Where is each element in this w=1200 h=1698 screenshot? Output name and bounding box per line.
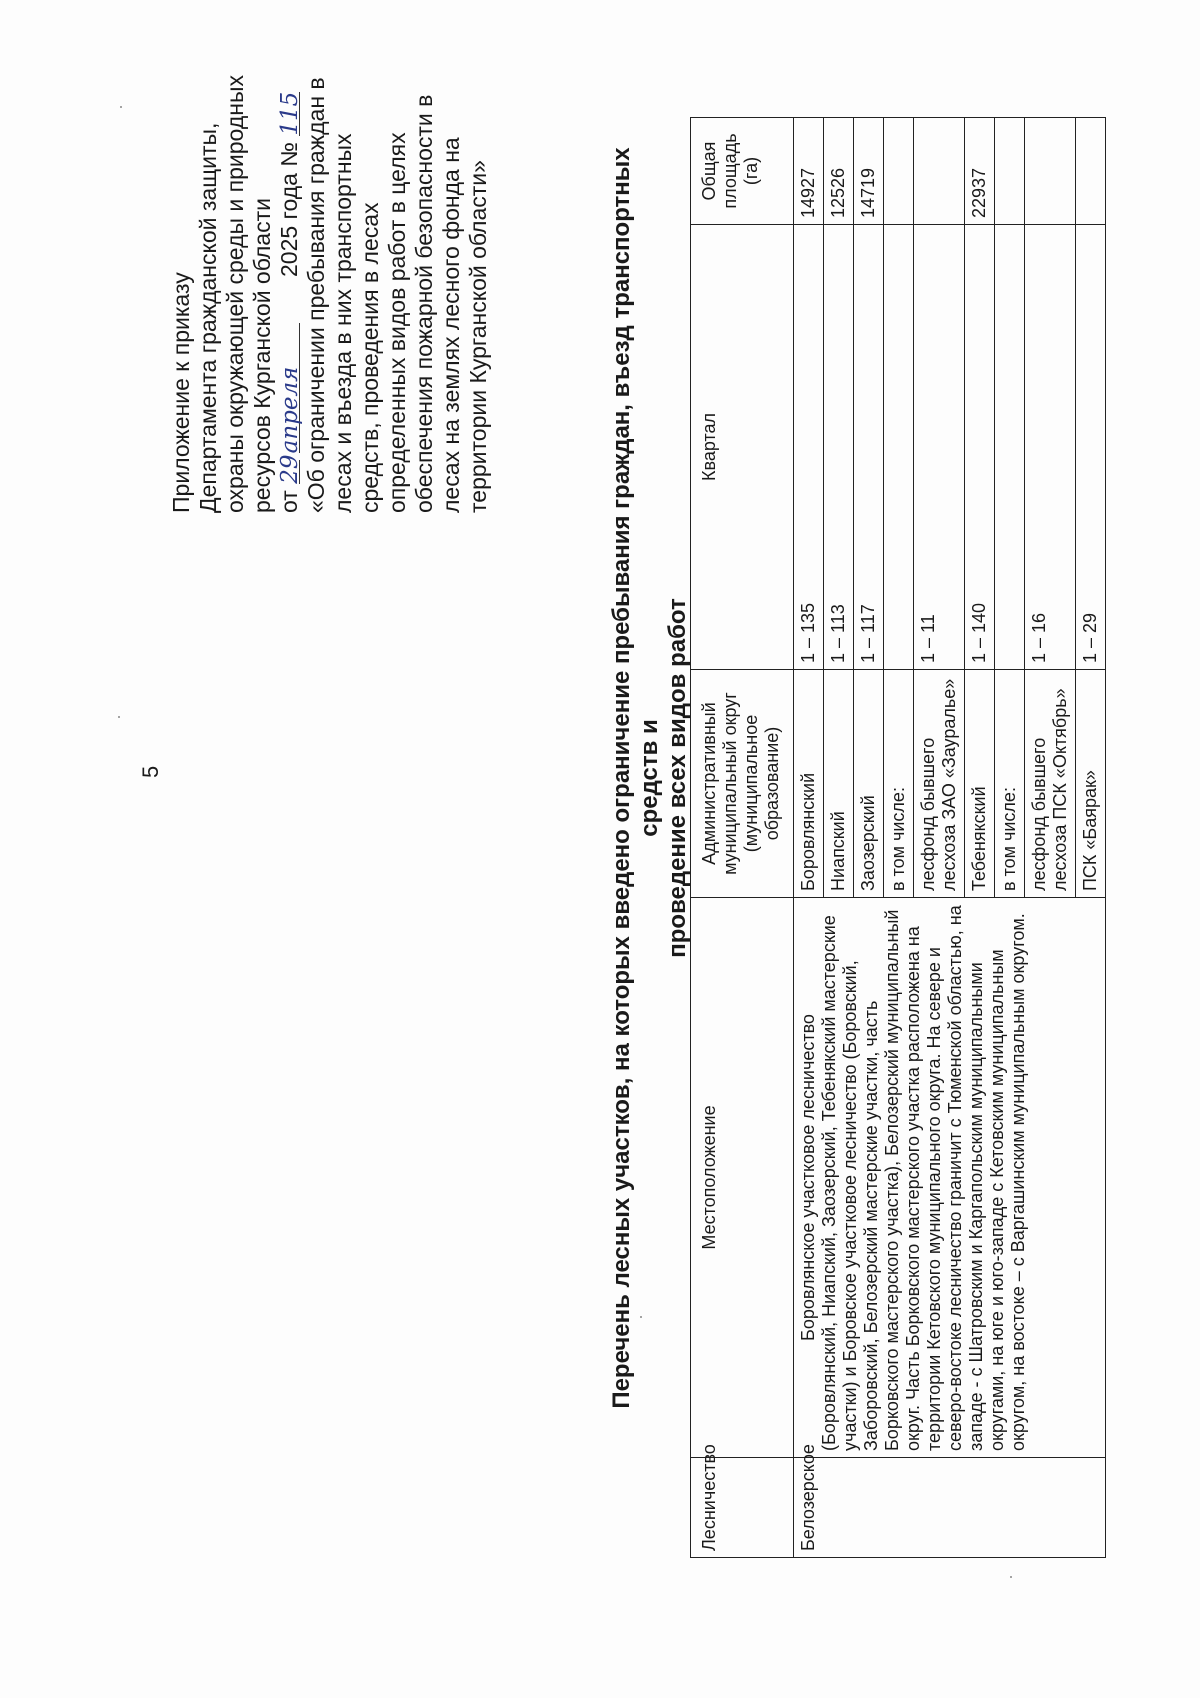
area-cell: [914, 118, 965, 225]
order-title-line: лесах и въезда в них транспортных: [330, 133, 356, 513]
appendix-line: охраны окружающей среды и природных: [222, 75, 248, 513]
order-date-line: [276, 0, 303, 513]
order-title-line: «Об ограничении пребывания граждан в: [303, 77, 329, 513]
quarter-cell: 1 – 11: [914, 225, 965, 670]
header-forestry: Лесничество: [691, 1458, 794, 1558]
document-title-line: Перечень лесных участков, на которых введено ограничение пребывания граждан, въезд транспортных средств и: [608, 147, 663, 1409]
area-cell: 14719: [854, 118, 884, 225]
area-cell: [884, 118, 914, 225]
date-month-handwritten: апреля: [277, 323, 300, 453]
appendix-line: Приложение к приказу: [168, 272, 194, 513]
location-title: Боровлянское участковое лесничество: [798, 1014, 818, 1341]
quarter-cell: [884, 225, 914, 670]
district-cell: лесфонд бывшего лесхоза ПСК «Октябрь»: [1025, 670, 1076, 898]
district-cell: в том числе:: [995, 670, 1025, 898]
area-cell: 14927: [794, 118, 824, 225]
forestry-cell: Белозерское: [794, 1458, 1106, 1558]
district-cell: Заозерский: [854, 670, 884, 898]
order-title-line: средств, проведения в лесах: [357, 202, 383, 513]
appendix-line: ресурсов Курганской области: [249, 198, 275, 513]
quarter-cell: 1 – 140: [965, 225, 995, 670]
district-cell: Боровлянский: [794, 670, 824, 898]
district-cell: Тебенякский: [965, 670, 995, 898]
order-title-line: определенных видов работ в целях: [384, 132, 410, 513]
quarter-cell: 1 – 16: [1025, 225, 1076, 670]
order-title-line: обеспечения пожарной безопасности в: [411, 94, 437, 513]
district-cell: лесфонд бывшего лесхоза ЗАО «Зауралье»: [914, 670, 965, 898]
header-quarter: Квартал: [691, 225, 794, 670]
appendix-header: [168, 0, 492, 513]
header-area: Общая площадь (га): [691, 118, 794, 225]
quarter-cell: 1 – 113: [824, 225, 854, 670]
table-header-row: [691, 118, 794, 1558]
date-year-text: 2025 года №: [276, 141, 302, 277]
document-title-line: проведение всех видов работ: [664, 598, 691, 958]
quarter-cell: 1 – 29: [1076, 225, 1106, 670]
area-cell: 22937: [965, 118, 995, 225]
area-cell: 12526: [824, 118, 854, 225]
quarter-cell: 1 – 117: [854, 225, 884, 670]
quarter-cell: 1 – 135: [794, 225, 824, 670]
order-number-handwritten: 115: [277, 91, 303, 136]
scan-speck: [118, 716, 120, 718]
order-title-line: лесах на землях лесного фонда на: [438, 137, 464, 513]
district-cell: в том числе:: [884, 670, 914, 898]
district-cell: Ниапский: [824, 670, 854, 898]
location-cell: [794, 898, 1106, 1458]
date-day-handwritten: 29: [277, 454, 303, 484]
header-location: Местоположение: [691, 898, 794, 1458]
scan-speck: [640, 1316, 642, 1318]
forest-areas-table: [690, 117, 1106, 1558]
appendix-line: Департамента гражданской защиты,: [195, 122, 221, 513]
page-number: 5: [138, 765, 163, 778]
area-cell: [1025, 118, 1076, 225]
area-cell: [1076, 118, 1106, 225]
table-row: [794, 118, 824, 1558]
date-prefix: от: [276, 490, 302, 513]
order-title-line: территории Курганской области»: [465, 160, 491, 513]
header-district: Административный муниципальный округ (муниципальное образование): [691, 670, 794, 898]
district-cell: ПСК «Баярак»: [1076, 670, 1106, 898]
area-cell: [995, 118, 1025, 225]
document-title: [608, 108, 692, 1448]
scan-speck: [120, 106, 122, 108]
scan-speck: [1010, 1576, 1012, 1578]
quarter-cell: [995, 225, 1025, 670]
location-description: (Боровлянский, Ниапский, Заозерский, Тебенякский мастерские участки) и Боровское участковое лесничество (Боровский, Заборовский, Белозерский мастерские участки, часть Борковского мастерского участка), Белозерский муниципальный округ. Часть Борковского мастерского участка расположена на территории Кетовского муниципального округа. На севере и северо-востоке лесничество граничит с Тюменской областью, на западе - с Шатровским и Каргапольским муниципальными округами, на юге и юго-западе с Кетовским муниципальным округом, на востоке – с Варгашинским муниципальным округом.: [819, 905, 1028, 1451]
